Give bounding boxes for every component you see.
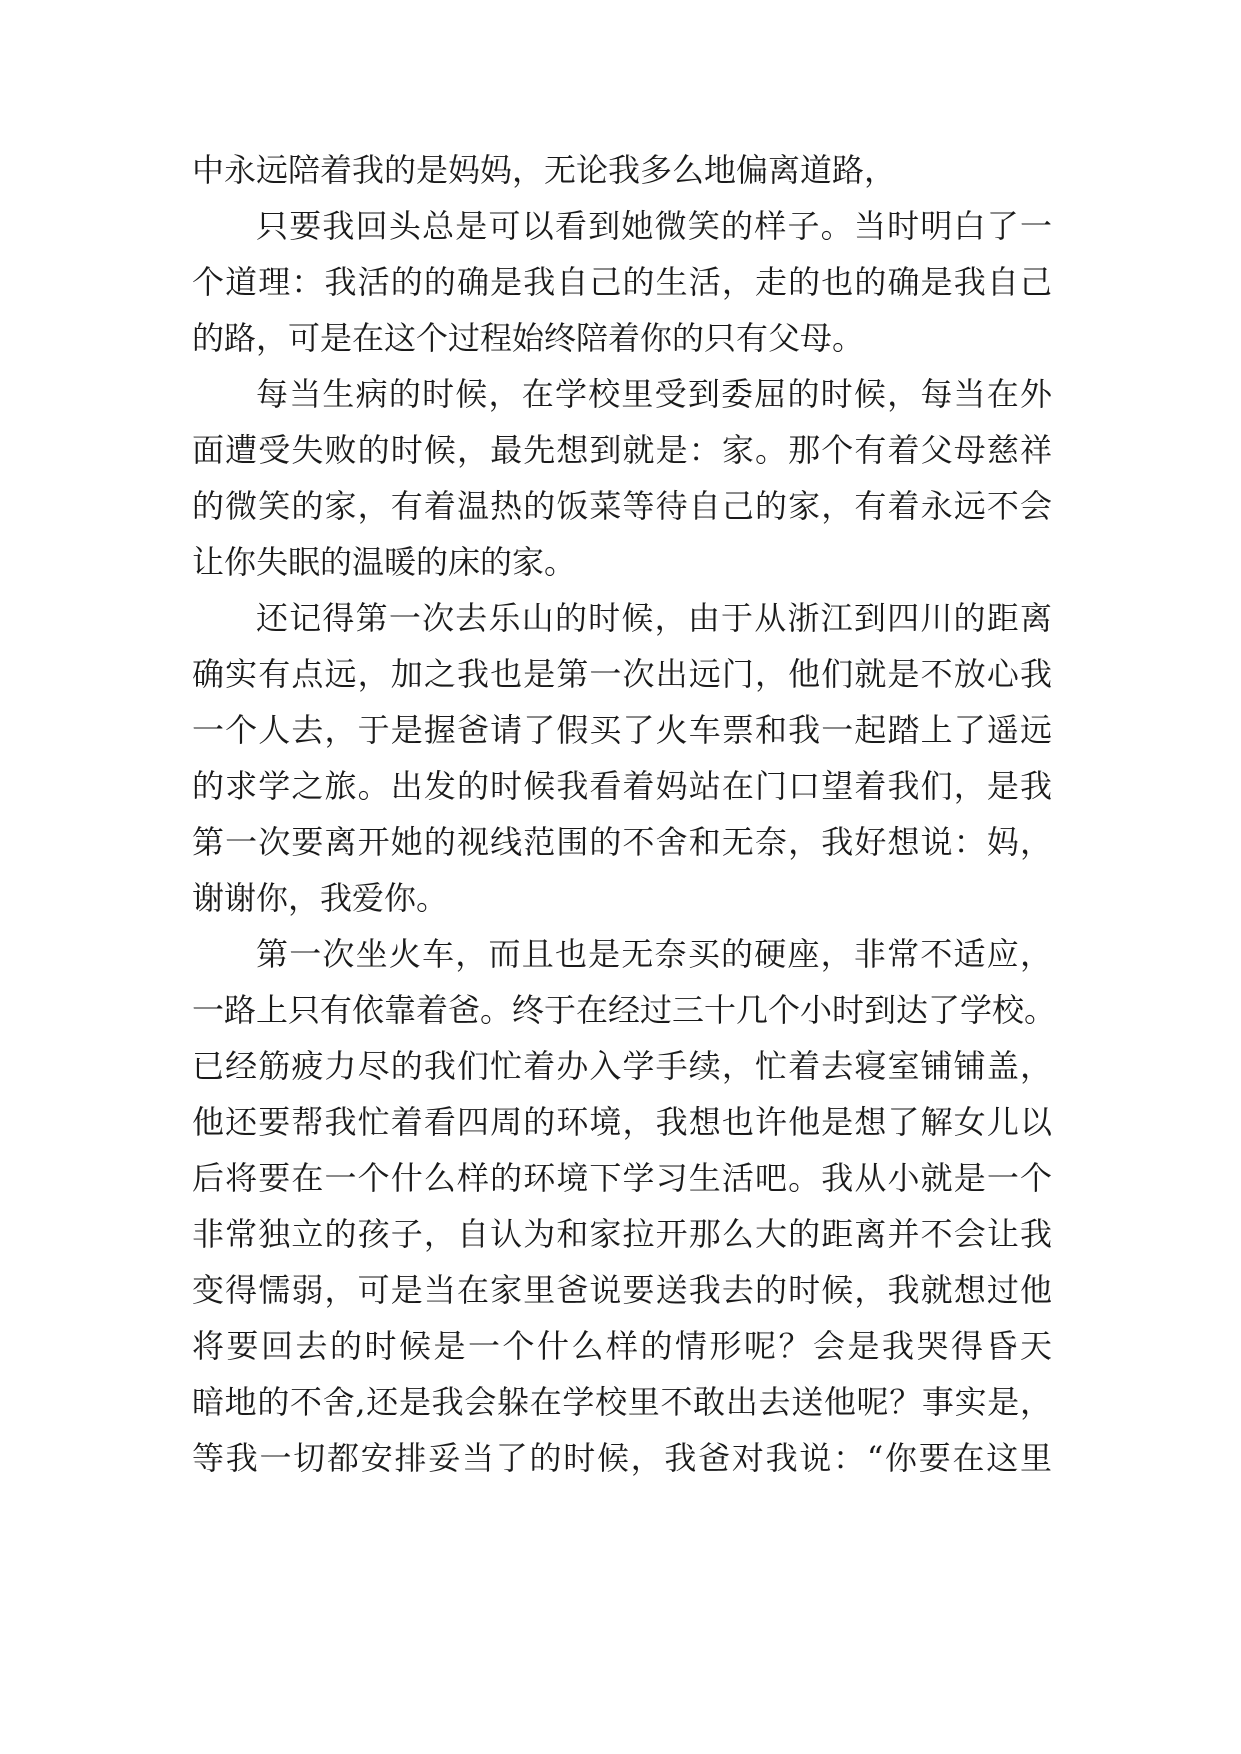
text-line: 变得懦弱，可是当在家里爸说要送我去的时候，我就想过他 bbox=[192, 1271, 1052, 1309]
text-line: 个道理：我活的的确是我自己的生活，走的也的确是我自己 bbox=[192, 263, 1052, 301]
text-line: 第一次要离开她的视线范围的不舍和无奈，我好想说：妈， bbox=[192, 823, 1052, 861]
text-line: 的路，可是在这个过程始终陪着你的只有父母。 bbox=[192, 319, 865, 357]
text-line: 他还要帮我忙着看四周的环境，我想也许他是想了解女儿以 bbox=[192, 1103, 1052, 1141]
text-line: 的求学之旅。出发的时候我看着妈站在门口望着我们，是我 bbox=[192, 767, 1052, 805]
text-line: 只要我回头总是可以看到她微笑的样子。当时明白了一 bbox=[256, 207, 1052, 245]
text-line: 已经筋疲力尽的我们忙着办入学手续，忙着去寝室铺铺盖， bbox=[192, 1047, 1052, 1085]
text-line: 将要回去的时候是一个什么样的情形呢？会是我哭得昏天 bbox=[192, 1327, 1052, 1365]
text-line: 非常独立的孩子，自认为和家拉开那么大的距离并不会让我 bbox=[192, 1215, 1052, 1253]
text-line: 一个人去，于是握爸请了假买了火车票和我一起踏上了遥远 bbox=[192, 711, 1052, 749]
text-line: 一路上只有依靠着爸。终于在经过三十几个小时到达了学校。 bbox=[192, 991, 1057, 1029]
text-line: 谢谢你，我爱你。 bbox=[192, 879, 449, 917]
text-line: 确实有点远，加之我也是第一次出远门，他们就是不放心我 bbox=[192, 655, 1052, 693]
text-line: 第一次坐火车，而且也是无奈买的硬座，非常不适应， bbox=[256, 935, 1052, 973]
text-line: 中永远陪着我的是妈妈，无论我多么地偏离道路， bbox=[192, 151, 897, 189]
text-line: 还记得第一次去乐山的时候，由于从浙江到四川的距离 bbox=[256, 599, 1052, 637]
text-line: 每当生病的时候，在学校里受到委屈的时候，每当在外 bbox=[256, 375, 1052, 413]
text-line: 后将要在一个什么样的环境下学习生活吧。我从小就是一个 bbox=[192, 1159, 1052, 1197]
text-line: 面遭受失败的时候，最先想到就是：家。那个有着父母慈祥 bbox=[192, 431, 1052, 469]
text-line: 的微笑的家，有着温热的饭菜等待自己的家，有着永远不会 bbox=[192, 487, 1052, 525]
text-line: 暗地的不舍,还是我会躲在学校里不敢出去送他呢？事实是， bbox=[192, 1383, 1052, 1421]
text-line: 让你失眠的温暖的床的家。 bbox=[192, 543, 577, 581]
text-line: 等我一切都安排妥当了的时候，我爸对我说：“你要在这里 bbox=[192, 1439, 1052, 1477]
